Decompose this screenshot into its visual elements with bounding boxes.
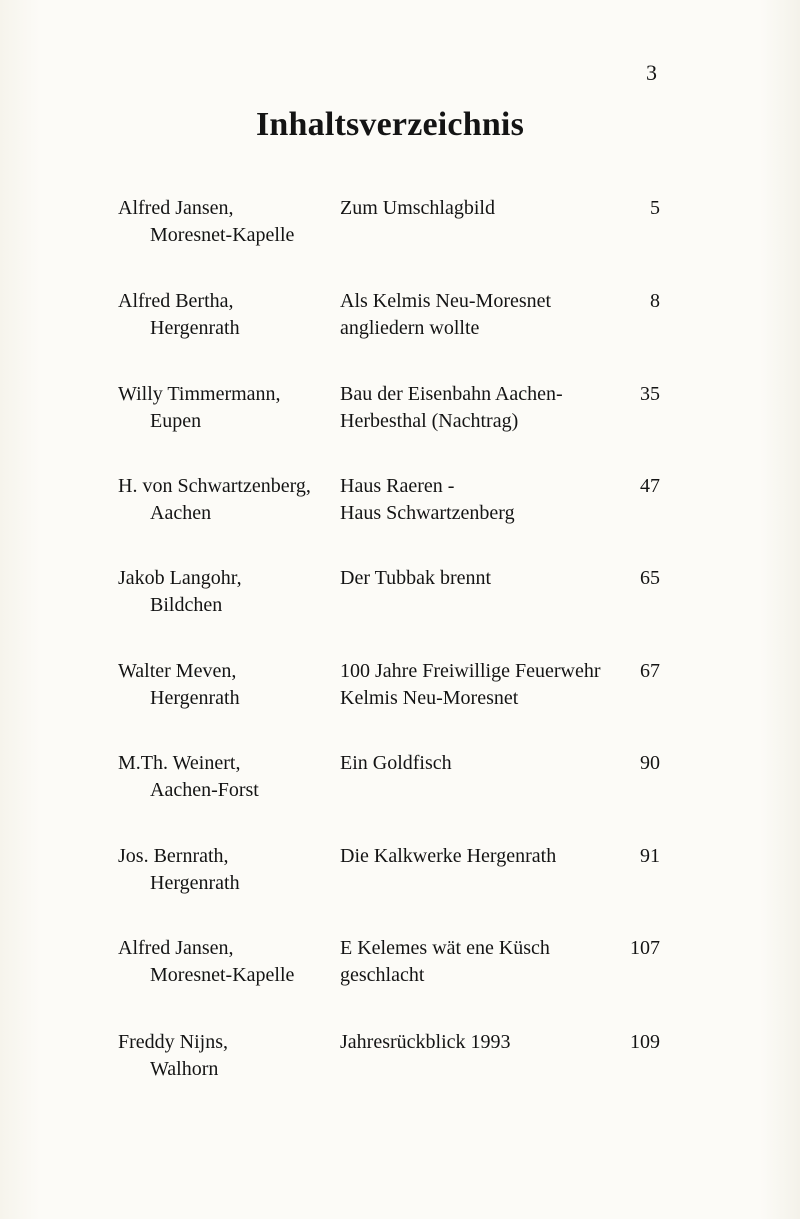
toc-entry (0, 565, 800, 625)
toc-article-title (340, 288, 625, 342)
toc-article-title (340, 565, 625, 592)
toc-entry (0, 473, 800, 533)
author-name: H. von Schwartzenberg, (118, 475, 311, 497)
article-title-line2: geschlacht (340, 964, 425, 986)
toc-article-title (340, 1029, 625, 1056)
toc-author (118, 195, 333, 249)
toc-page-number: 107 (630, 937, 660, 959)
toc-entry (0, 843, 800, 903)
toc-article-title (340, 473, 625, 527)
toc-entry (0, 1029, 800, 1089)
author-place: Hergenrath (150, 872, 240, 894)
toc-author (118, 565, 333, 619)
author-place: Hergenrath (150, 317, 240, 339)
author-name: Jakob Langohr, (118, 567, 242, 589)
author-name: Willy Timmermann, (118, 383, 281, 405)
toc-author (118, 1029, 333, 1083)
toc-entry (0, 381, 800, 441)
toc-author (118, 381, 333, 435)
toc-page-number: 109 (630, 1031, 660, 1053)
article-title-line1: Zum Umschlagbild (340, 197, 495, 219)
author-name: Jos. Bernrath, (118, 845, 229, 867)
author-name: Freddy Nijns, (118, 1031, 228, 1053)
author-name: Walter Meven, (118, 660, 237, 682)
toc-author (118, 843, 333, 897)
article-title-line1: Der Tubbak brennt (340, 567, 492, 589)
toc-article-title (340, 381, 625, 435)
toc-entry (0, 658, 800, 718)
author-place: Eupen (150, 410, 202, 432)
toc-entry (0, 195, 800, 255)
article-title-line1: Haus Raeren - (340, 475, 455, 497)
toc-page-number: 35 (640, 383, 660, 405)
toc-article-title (340, 935, 625, 989)
author-place: Walhorn (150, 1058, 219, 1080)
toc-article-title (340, 750, 625, 777)
page-title: Inhaltsverzeichnis (255, 106, 525, 143)
toc-entry (0, 935, 800, 995)
author-place: Aachen (150, 502, 212, 524)
article-title-line2: angliedern wollte (340, 317, 480, 339)
article-title-line1: E Kelemes wät ene Küsch (340, 937, 550, 959)
toc-author (118, 288, 333, 342)
author-name: Alfred Jansen, (118, 197, 234, 219)
table-of-contents (0, 195, 800, 1095)
article-title-line1: Als Kelmis Neu-Moresnet (340, 290, 552, 312)
author-place: Moresnet-Kapelle (150, 964, 295, 986)
article-title-line2: Herbesthal (Nachtrag) (340, 410, 519, 432)
author-place: Aachen-Forst (150, 779, 259, 801)
toc-page-number: 5 (650, 197, 660, 219)
toc-author (118, 473, 333, 527)
article-title-line2: Kelmis Neu-Moresnet (340, 687, 519, 709)
article-title-line1: 100 Jahre Freiwillige Feuerwehr (340, 660, 601, 682)
toc-entry (0, 288, 800, 348)
article-title-line1: Ein Goldfisch (340, 752, 452, 774)
toc-article-title (340, 843, 625, 870)
toc-entry (0, 750, 800, 810)
toc-article-title (340, 658, 625, 712)
toc-page-number: 8 (650, 290, 660, 312)
toc-page-number: 91 (640, 845, 660, 867)
article-title-line1: Die Kalkwerke Hergenrath (340, 845, 557, 867)
article-title-line1: Bau der Eisenbahn Aachen- (340, 383, 563, 405)
toc-page-number: 67 (640, 660, 660, 682)
toc-page-number: 90 (640, 752, 660, 774)
author-name: Alfred Jansen, (118, 937, 234, 959)
author-name: M.Th. Weinert, (118, 752, 241, 774)
toc-page-number: 65 (640, 567, 660, 589)
toc-page-number: 47 (640, 475, 660, 497)
article-title-line2: Haus Schwartzenberg (340, 502, 515, 524)
author-place: Hergenrath (150, 687, 240, 709)
author-place: Moresnet-Kapelle (150, 224, 295, 246)
toc-author (118, 935, 333, 989)
author-place: Bildchen (150, 594, 223, 616)
author-name: Alfred Bertha, (118, 290, 234, 312)
toc-author (118, 658, 333, 712)
toc-article-title (340, 195, 625, 222)
article-title-line1: Jahresrückblick 1993 (340, 1031, 511, 1053)
toc-author (118, 750, 333, 804)
page-number: 3 (646, 60, 657, 85)
